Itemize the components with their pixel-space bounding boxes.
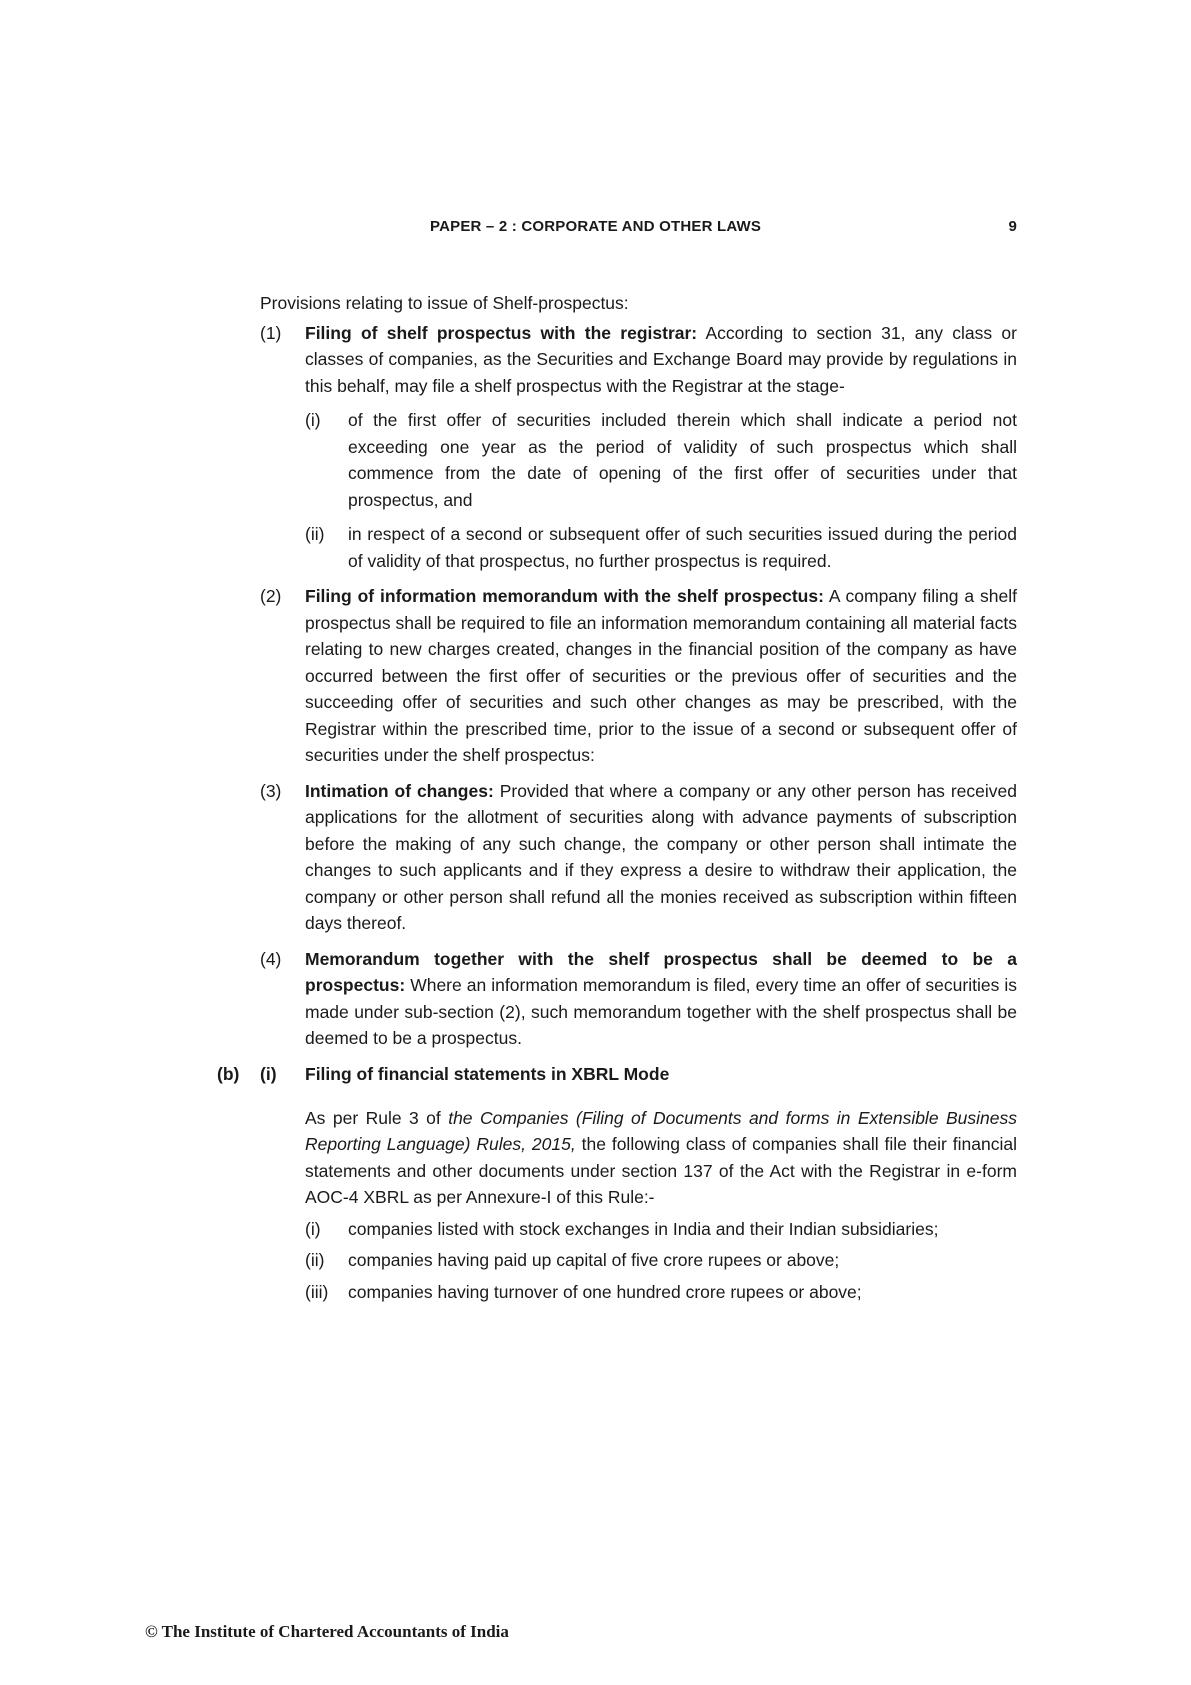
rules-title: the Companies (Filing of Documents and forms in Extensible Business Reporting Language) Rules, 2015, (305, 1107, 1017, 1154)
item-number: (2) (260, 586, 282, 606)
sub-item (305, 1279, 1017, 1306)
sub-item-number: (ii) (305, 524, 325, 544)
sub-item (305, 407, 1017, 513)
copyright-footer: © The Institute of Chartered Accountants of India (145, 1622, 509, 1641)
sub-item-number: (iii) (305, 1281, 329, 1302)
para-text: the following class of companies shall file their financial statements and other documents under section 137 of the Act with the Registrar in e-form AOC-4 XBRL as per Annexure-I of this Rule:- (305, 1134, 1017, 1207)
page-number: 9 (1008, 218, 1017, 235)
item-heading: Intimation of changes: (305, 780, 494, 801)
item-number: (3) (260, 780, 282, 801)
item-text: According to section 31, any class or classes of companies, as the Securities and Exchange Board may provide by regulations in this behalf, may file a shelf prospectus with the Registrar at the stage- (305, 322, 1017, 396)
sub-item-number: (i) (305, 1218, 321, 1239)
list-item-3 (260, 778, 1017, 937)
sub-item-number: (i) (305, 410, 321, 430)
item-heading: Memorandum together with the shelf prospectus shall be deemed to be a prospectus: (305, 948, 1017, 995)
item-content (305, 583, 1017, 769)
item-text: Where an information memorandum is filed, every time an offer of securities is made under sub-section (2), such memorandum together with the shelf prospectus shall be deemed to be a prospectus. (305, 975, 1017, 1048)
sub-item (305, 1247, 1017, 1274)
section-b (217, 1061, 1017, 1306)
sub-item-text: in respect of a second or subsequent offer of such securities issued during the period of validity of that prospectus, no further prospectus is required. (348, 524, 1017, 571)
item-number: (4) (260, 948, 282, 969)
sub-item-text: companies listed with stock exchanges in India and their Indian subsidiaries; (348, 1218, 939, 1239)
section-b-number: (i) (260, 1063, 277, 1084)
list-item-1 (260, 320, 1017, 575)
list-item-2 (260, 583, 1017, 769)
sub-item (305, 521, 1017, 574)
header-title: PAPER – 2 : CORPORATE AND OTHER LAWS (430, 218, 762, 235)
para-text: As per Rule 3 of (305, 1107, 449, 1128)
sub-item-text: companies having paid up capital of five crore rupees or above; (348, 1250, 840, 1270)
item-text: A company filing a shelf prospectus shall be required to file an information memorandum containing all material facts relating to new charges created, changes in the financial position of the company as have occurred between the first offer of securities or the previous offer of securities and the succeeding offer of securities and such other changes as may be prescribed, with the Registrar within the prescribed time, prior to the issue of a second or subsequent offer of securities under the shelf prospectus: (305, 586, 1018, 765)
section-b-content (305, 1061, 1017, 1306)
sub-item (305, 1216, 1017, 1243)
item-content (305, 778, 1017, 937)
document-body (217, 290, 1018, 1305)
item-heading: Filing of information memorandum with the shelf prospectus: (305, 586, 824, 606)
item-heading: Filing of shelf prospectus with the registrar: (305, 322, 698, 343)
item-content (305, 320, 1017, 575)
sub-item-number: (ii) (305, 1250, 325, 1270)
item-number: (1) (260, 322, 282, 343)
list-item-4 (260, 946, 1017, 1052)
item-text: Provided that where a company or any other person has received applications for the allotment of securities along with advance payments of subscription before the making of any such change, the company or other person shall intimate the changes to such applicants and if they express a desire to withdraw their application, the company or other person shall refund all the monies received as subscription within fifteen days thereof. (305, 780, 1017, 933)
section-b-paragraph (305, 1105, 1017, 1211)
section-b-heading: Filing of financial statements in XBRL Mode (305, 1063, 670, 1084)
sub-item-text: companies having turnover of one hundred crore rupees or above; (348, 1281, 862, 1302)
sub-item-text: of the first offer of securities included therein which shall indicate a period not exceeding one year as the period of validity of such prospectus which shall commence from the date of opening of the first offer of securities under that prospectus, and (348, 410, 1017, 510)
intro-line: Provisions relating to issue of Shelf-prospectus: (260, 293, 629, 313)
section-b-label: (b) (217, 1063, 240, 1084)
item-content (305, 946, 1017, 1052)
